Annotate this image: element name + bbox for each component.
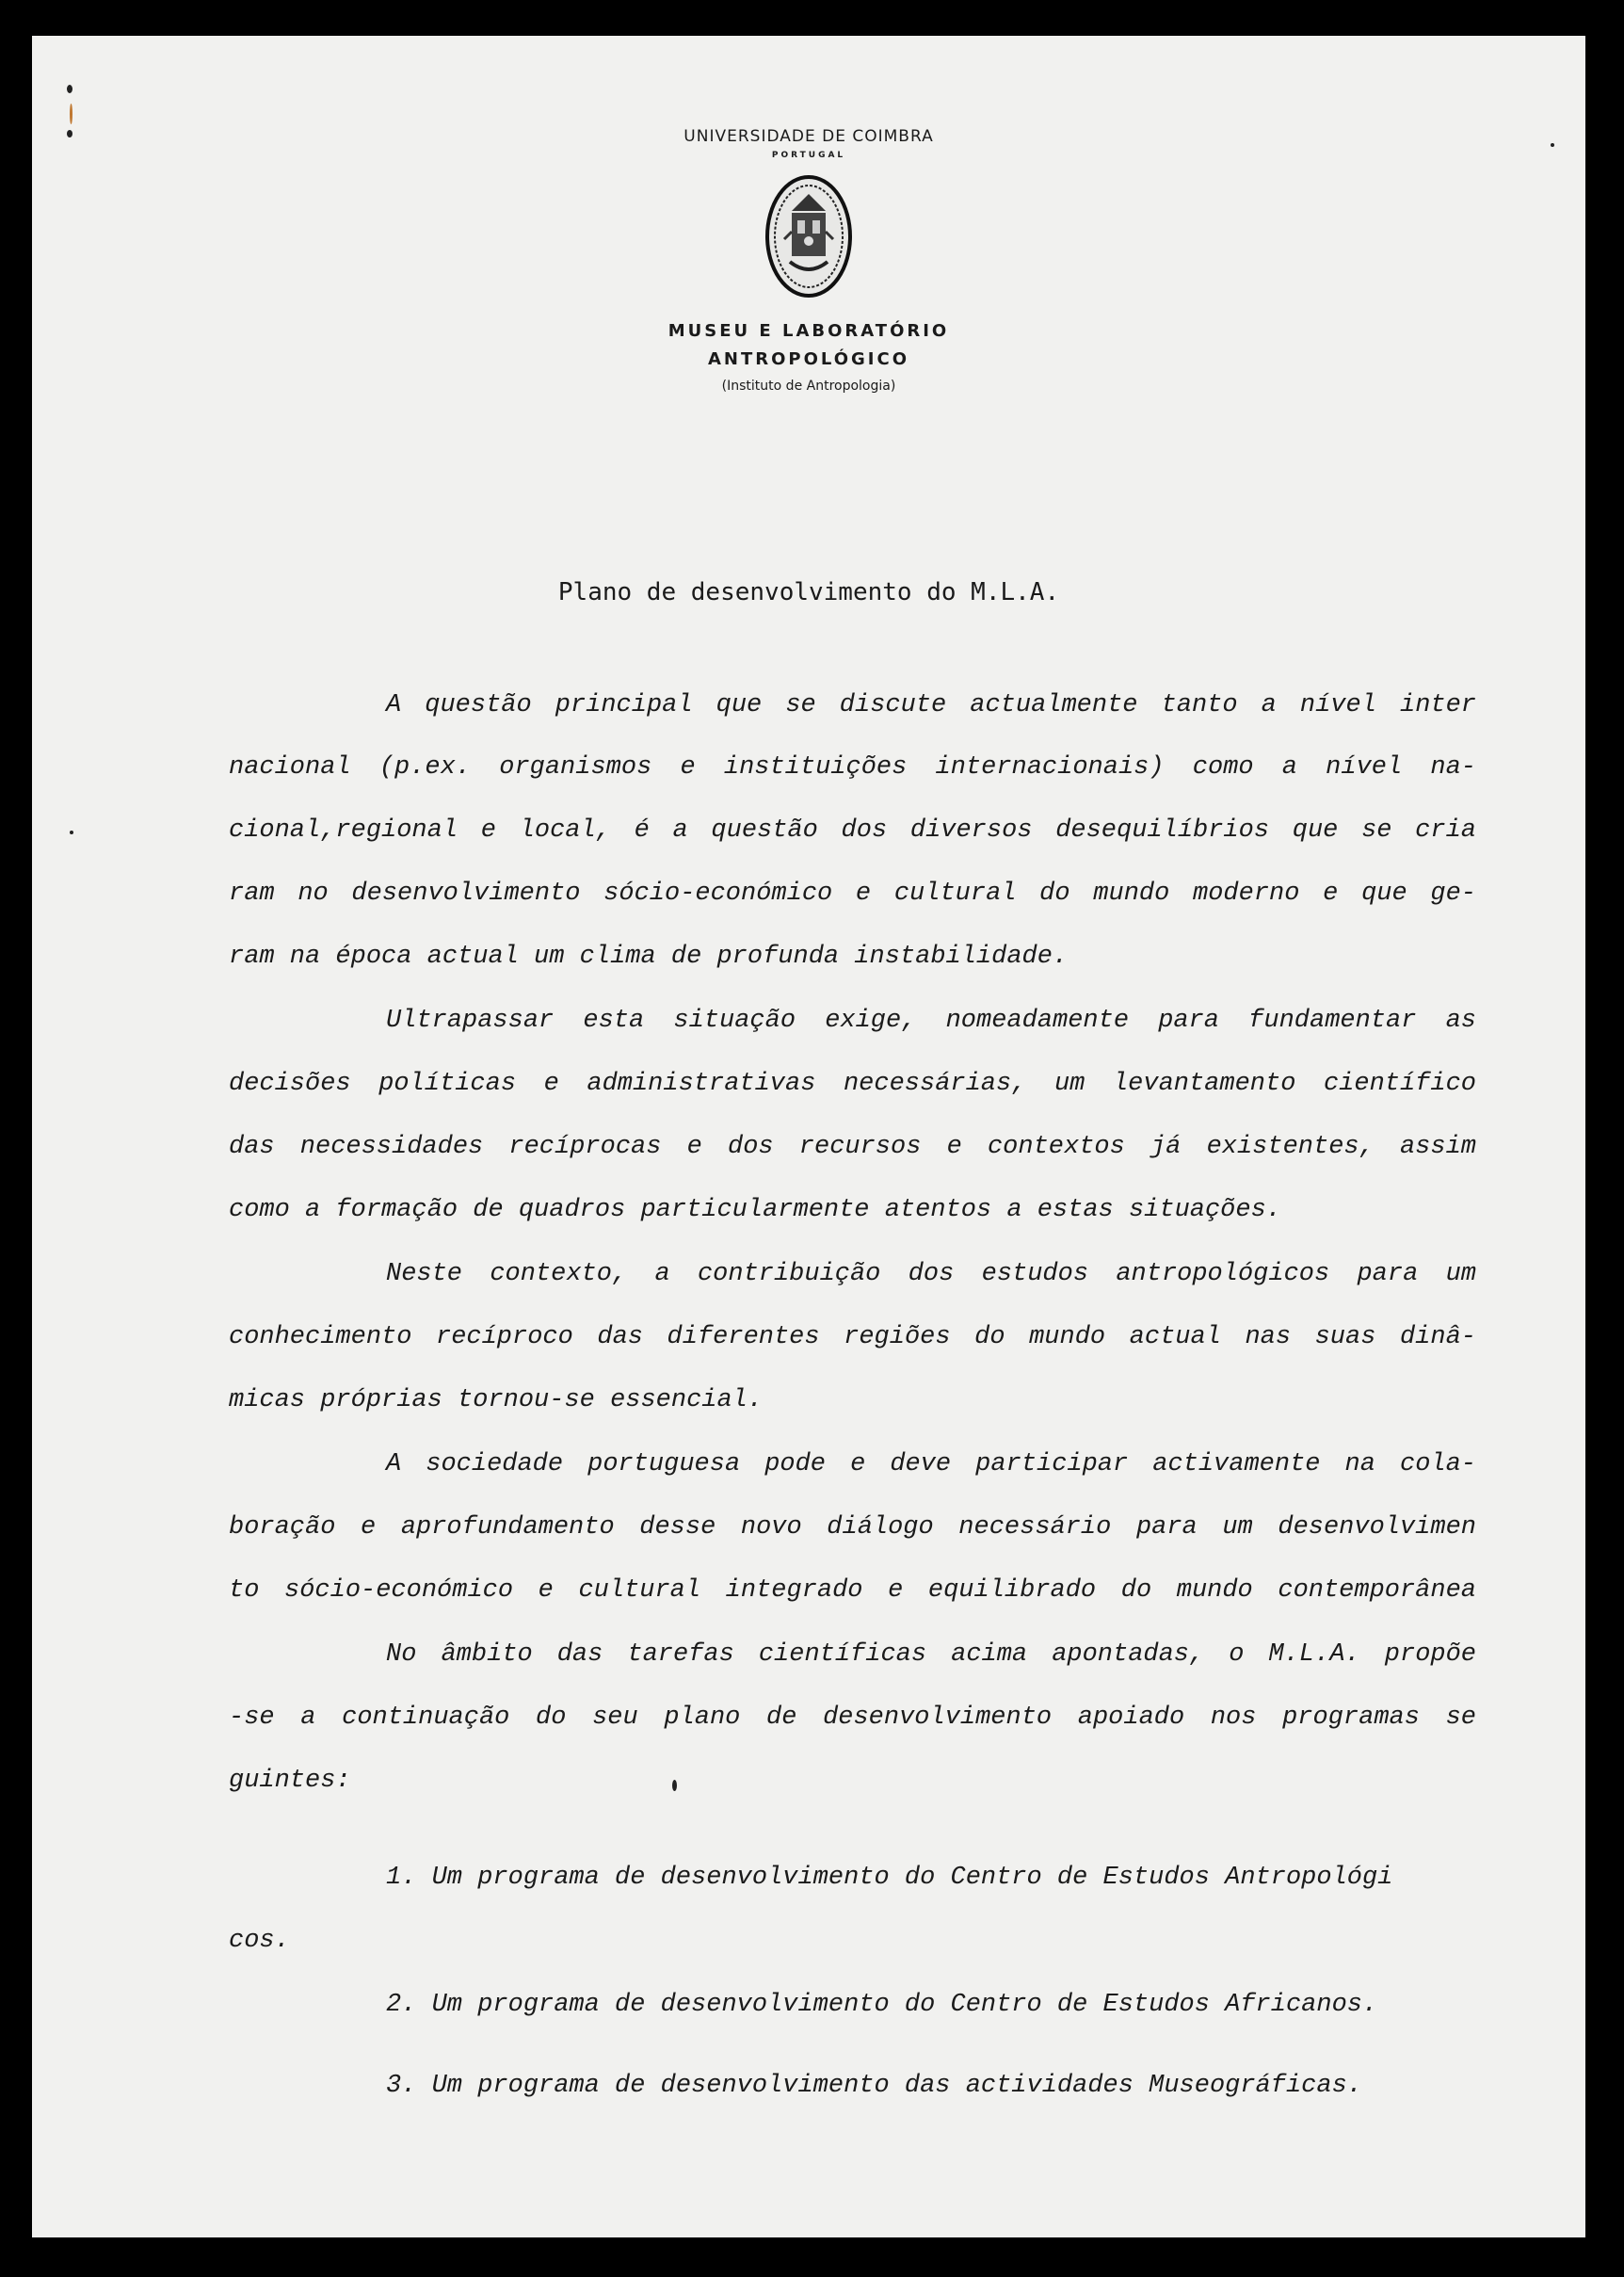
- text-line: boração e aprofundamento desse novo diálogo necessário para um desenvolvimen: [229, 1513, 1476, 1542]
- paper-mark: [672, 1780, 677, 1791]
- paper-mark: [1551, 143, 1554, 147]
- institute-name: (Instituto de Antropologia): [721, 379, 896, 394]
- list-item: 3. Um programa de desenvolvimento das actividades Museográficas.: [386, 2072, 1362, 2100]
- text-line: Neste contexto, a contribuição dos estudos antropológicos para um: [386, 1260, 1476, 1288]
- paper-mark: [70, 831, 73, 834]
- list-item: 2. Um programa de desenvolvimento do Centro de Estudos Africanos.: [386, 1991, 1378, 2019]
- text-line: conhecimento recíproco das diferentes regiões do mundo actual nas suas dinâ-: [229, 1323, 1476, 1351]
- list-item: 1. Um programa de desenvolvimento do Centro de Estudos Antropológi: [386, 1864, 1393, 1892]
- text-line: das necessidades recíprocas e dos recursos e contextos já existentes, assim: [229, 1133, 1476, 1161]
- university-name: UNIVERSIDADE DE COIMBRA: [683, 127, 934, 146]
- document-title: Plano de desenvolvimento do M.L.A.: [557, 578, 1060, 606]
- text-line: ram no desenvolvimento sócio-económico e cultural do mundo moderno e que ge-: [229, 880, 1476, 908]
- museum-name-line1: MUSEU E LABORATÓRIO: [667, 321, 950, 341]
- text-line: A questão principal que se discute actualmente tanto a nível inter: [386, 691, 1476, 719]
- country-name: PORTUGAL: [771, 151, 846, 160]
- university-seal-icon: [764, 173, 854, 299]
- museum-name-line2: ANTROPOLÓGICO: [707, 349, 910, 369]
- letterhead: [32, 126, 1585, 394]
- paper-mark: [67, 130, 72, 137]
- text-line: ram na época actual um clima de profunda instabilidade.: [229, 943, 1069, 971]
- document-page: [32, 36, 1585, 2237]
- text-line: guintes:: [229, 1767, 351, 1795]
- text-line: No âmbito das tarefas científicas acima apontadas, o M.L.A. propõe: [386, 1640, 1476, 1669]
- text-line: como a formação de quadros particularmente atentos a estas situações.: [229, 1196, 1281, 1224]
- paper-mark: [67, 85, 72, 93]
- text-line: Ultrapassar esta situação exige, nomeadamente para fundamentar as: [386, 1007, 1476, 1035]
- text-line: -se a continuação do seu plano de desenvolvimento apoiado nos programas se: [229, 1704, 1476, 1732]
- text-line: decisões políticas e administrativas necessárias, um levantamento científico: [229, 1070, 1476, 1098]
- text-line: A sociedade portuguesa pode e deve participar activamente na cola-: [386, 1450, 1476, 1478]
- text-line: nacional (p.ex. organismos e instituições internacionais) como a nível na-: [229, 753, 1476, 782]
- text-line: micas próprias tornou-se essencial.: [229, 1386, 764, 1414]
- list-item-continuation: cos.: [229, 1927, 290, 1955]
- text-line: to sócio-económico e cultural integrado e equilibrado do mundo contemporânea: [229, 1576, 1476, 1605]
- paper-mark: [70, 104, 72, 124]
- text-line: cional,regional e local, é a questão dos diversos desequilíbrios que se cria: [229, 816, 1476, 845]
